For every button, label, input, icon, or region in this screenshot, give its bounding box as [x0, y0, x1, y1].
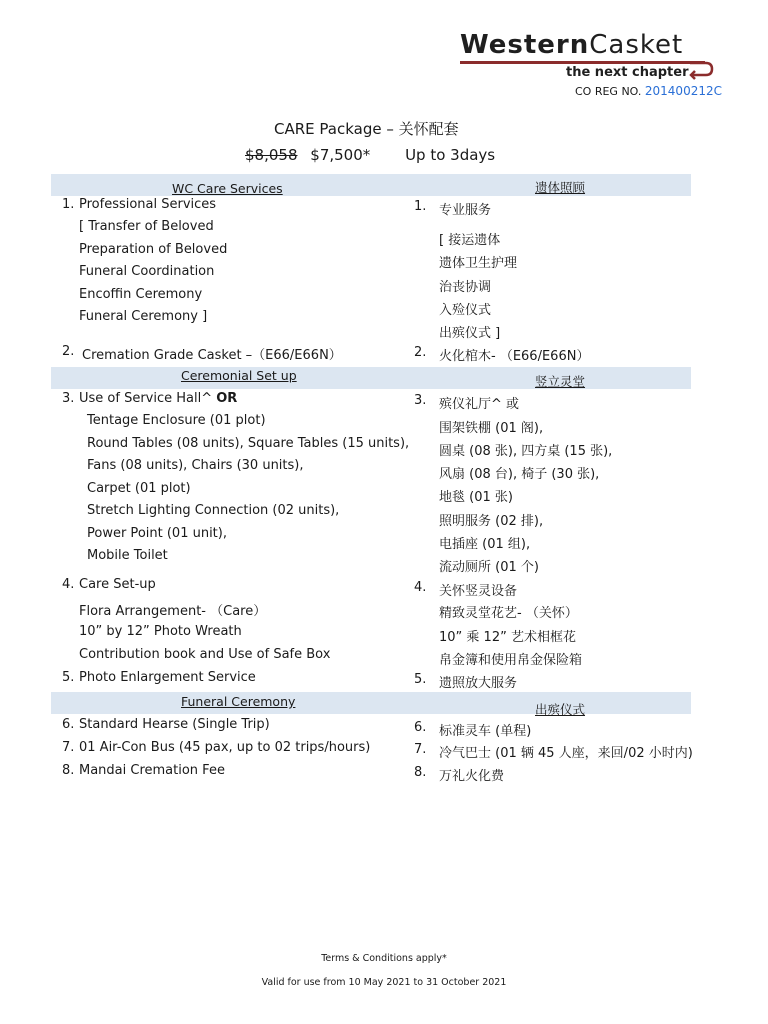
zh-item-number: 5.	[414, 672, 427, 687]
or-label: OR	[216, 391, 238, 406]
zh-subitem: 围架铁棚 (01 阁),	[439, 421, 544, 436]
en-item-number: 7.	[62, 740, 75, 755]
en-subitem: Mobile Toilet	[87, 548, 168, 563]
en-item-text: Mandai Cremation Fee	[79, 763, 225, 778]
en-item-text	[79, 391, 237, 406]
en-subitem: Contribution book and Use of Safe Box	[79, 647, 331, 662]
zh-subitem: 圆桌 (08 张), 四方桌 (15 张),	[439, 444, 613, 459]
section-band-ceremonial	[51, 367, 691, 389]
price-line	[245, 146, 495, 164]
en-item-text: Professional Services	[79, 197, 217, 212]
zh-subitem: 风扇 (08 台), 椅子 (30 张),	[439, 467, 600, 482]
return-arrow-icon	[686, 58, 714, 80]
en-subitem: Preparation of Beloved	[79, 242, 228, 257]
section-band-funeral	[51, 692, 691, 714]
service-hall-text: Use of Service Hall^	[79, 391, 217, 406]
package-title: CARE Package – 关怀配套	[274, 120, 459, 138]
en-item-text: Photo Enlargement Service	[79, 670, 256, 685]
en-subitem: [ Transfer of Beloved	[79, 219, 214, 234]
new-price: $7,500*	[310, 146, 371, 164]
zh-item-text: 遗照放大服务	[439, 676, 518, 691]
section-heading-wc-care-zh: 遗体照顾	[535, 180, 586, 195]
zh-subitem: 治丧协调	[439, 280, 492, 295]
coreg-number: 201400212C	[644, 84, 722, 98]
zh-subitem: 地毯 (01 张)	[439, 490, 513, 505]
en-subitem: Tentage Enclosure (01 plot)	[87, 413, 266, 428]
zh-item-text: 专业服务	[439, 203, 492, 218]
en-subitem: Encoffin Ceremony	[79, 287, 203, 302]
terms-note: Terms & Conditions apply*	[321, 953, 447, 964]
zh-subitem: 照明服务 (02 排),	[439, 514, 544, 529]
zh-subitem: [ 接运遗体	[439, 233, 501, 248]
en-item-number: 3.	[62, 391, 75, 406]
en-item-number: 6.	[62, 717, 75, 732]
en-item-number: 1.	[62, 197, 75, 212]
zh-item-text: 殡仪礼厅^ 或	[439, 397, 520, 412]
en-subitem: Power Point (01 unit),	[87, 526, 227, 541]
zh-subitem: 遗体卫生护理	[439, 256, 518, 271]
logo-word-western: Western	[460, 30, 590, 60]
zh-item-text: 标准灵车 (单程)	[439, 724, 532, 739]
zh-subitem: 精致灵堂花艺- （关怀）	[439, 606, 578, 621]
validity-note: Valid for use from 10 May 2021 to 31 October 2021	[261, 977, 507, 988]
coreg-label: CO REG NO.	[575, 85, 642, 98]
zh-item-text: 万礼火化费	[439, 769, 505, 784]
en-item-text: Care Set-up	[79, 577, 156, 592]
zh-subitem: 电插座 (01 组),	[439, 537, 531, 552]
zh-item-number: 7.	[414, 742, 427, 757]
section-heading-ceremonial-zh: 竖立灵堂	[535, 374, 586, 389]
en-item-number: 2.	[62, 344, 75, 359]
zh-item-text: 火化棺木- （E66/E66N）	[439, 349, 590, 364]
section-heading-ceremonial-en: Ceremonial Set up	[181, 368, 297, 383]
en-item-number: 8.	[62, 763, 75, 778]
logo-tagline: the next chapter	[566, 65, 689, 80]
zh-subitem: 10” 乘 12” 艺术相框花	[439, 630, 576, 645]
en-subitem: Funeral Coordination	[79, 264, 215, 279]
zh-item-number: 1.	[414, 199, 427, 214]
en-subitem: Carpet (01 plot)	[87, 481, 191, 496]
zh-item-number: 6.	[414, 720, 427, 735]
zh-item-number: 2.	[414, 345, 427, 360]
zh-item-text: 关怀竖灵设备	[439, 584, 518, 599]
section-heading-funeral-zh: 出殡仪式	[535, 702, 586, 717]
en-subitem: Fans (08 units), Chairs (30 units),	[87, 458, 304, 473]
en-subitem: Stretch Lighting Connection (02 units),	[87, 503, 340, 518]
logo-wordmark	[460, 30, 683, 60]
zh-subitem: 流动厕所 (01 个)	[439, 560, 539, 575]
en-item-text: Cremation Grade Casket –（E66/E66N）	[82, 348, 342, 363]
zh-item-number: 8.	[414, 765, 427, 780]
old-price: $8,058	[245, 146, 298, 164]
duration: Up to 3days	[405, 146, 496, 164]
zh-subitem: 入殓仪式	[439, 303, 492, 318]
en-subitem: Flora Arrangement- （Care）	[79, 604, 267, 619]
en-subitem: Round Tables (08 units), Square Tables (15 units),	[87, 436, 410, 451]
company-registration	[575, 84, 722, 98]
zh-item-number: 3.	[414, 393, 427, 408]
zh-item-text: 冷气巴士 (01 辆 45 人座，来回/02 小时内)	[439, 746, 693, 761]
section-band-wc-care	[51, 174, 691, 196]
en-item-text: 01 Air-Con Bus (45 pax, up to 02 trips/hours)	[79, 740, 371, 755]
section-heading-funeral-en: Funeral Ceremony	[181, 694, 296, 709]
section-heading-wc-care-en: WC Care Services	[172, 181, 283, 196]
zh-subitem: 帛金簿和使用帛金保险箱	[439, 653, 583, 668]
en-subitem: 10” by 12” Photo Wreath	[79, 624, 242, 639]
logo-word-casket: Casket	[589, 30, 684, 60]
logo-underline	[460, 61, 705, 64]
en-item-number: 4.	[62, 577, 75, 592]
en-item-number: 5.	[62, 670, 75, 685]
en-subitem: Funeral Ceremony ]	[79, 309, 208, 324]
zh-item-number: 4.	[414, 580, 427, 595]
zh-subitem: 出殡仪式 ]	[439, 326, 501, 341]
en-item-text: Standard Hearse (Single Trip)	[79, 717, 270, 732]
